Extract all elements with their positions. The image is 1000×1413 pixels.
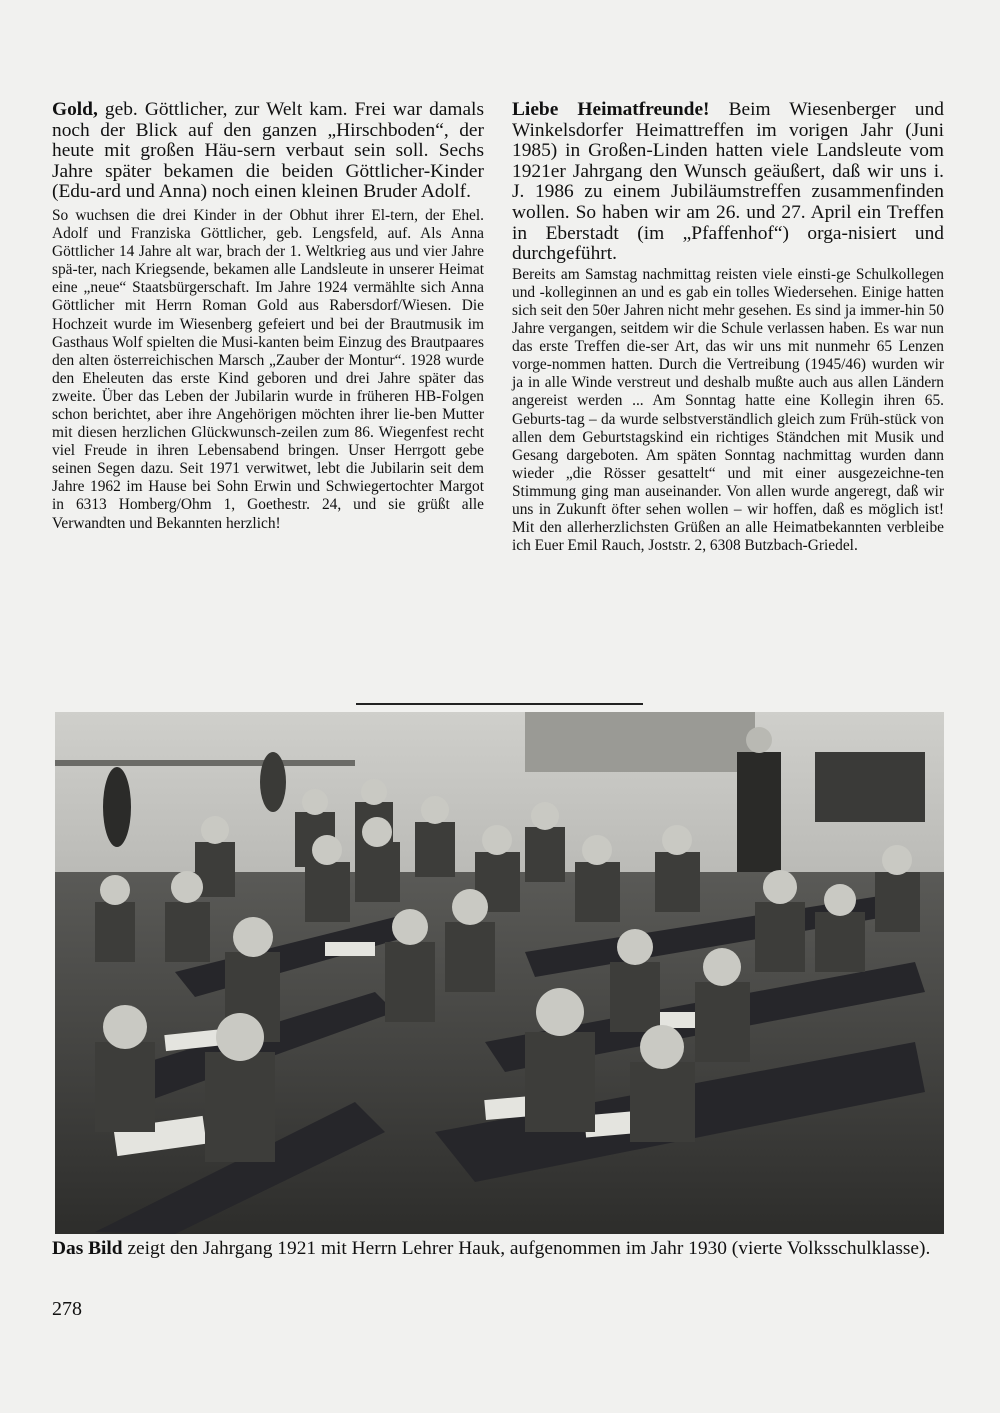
left-column <box>52 100 484 533</box>
left-lead-paragraph <box>52 100 484 203</box>
right-lead-paragraph <box>512 100 944 265</box>
right-lead-text: Beim Wiesenberger und Winkelsdorfer Heimattreffen im vorigen Jahr (Juni 1985) in Großen-Linden hatten viele Landsleute vom 1921er Jahrgang den Wunsch geäußert, daß wir uns i. J. 1986 zu einem Jubiläumstreffen zusammenfinden wollen. So haben wir am 26. und 27. April ein Treffen in Eberstadt (im „Pfaffenhof“) orga-nisiert und durchgeführt. <box>512 99 944 265</box>
right-body-paragraph: Bereits am Samstag nachmittag reisten viele einsti-ge Schulkollegen und -kolleginnen an und es gab ein tolles Wiedersehen. Einige hatten sich seit den 50er Jahren nicht mehr gesehen. Es sind ja immer-hin 50 Jahre vergangen, seitdem wir die Schule verlassen haben. Es war nun das erste Treffen die-ser Art, das wir uns mit nunmehr 65 Lenzen vorge-nommen hatten. Durch die Vertreibung (1945/46) wurden wir ja in alle Winde verstreut und deshalb mußte auch aus allen Ländern angereist werden ... Am Sonntag hatte eine Kollegin ihren 65. Geburts-tag – da wurde selbstverständlich gleich zum Früh-stück von allen dem Geburtstagskind ein richtiges Ständchen mit Musik und Gesang dargeboten. Am späten Sonntag nachmittag wurden dann wieder „die Rösser gesattelt“ und mit einer ausgezeichne-ten Stimmung ging man auseinander. Von allen wurde angeregt, daß wir uns in Zukunft öfter sehen wollen – wir hoffen, daß es möglich ist! Mit den allerherzlichsten Grüßen an alle Heimatbekannten verbleibe ich Euer Emil Rauch, Joststr. 2, 6308 Butzbach-Griedel. <box>512 265 944 555</box>
left-lead-bold: Gold, <box>52 99 98 120</box>
class-photo <box>55 712 944 1234</box>
separator-rule <box>356 703 643 705</box>
right-lead-bold: Liebe Heimatfreunde! <box>512 99 710 120</box>
class-photo-image <box>55 712 944 1234</box>
photo-caption <box>52 1239 952 1260</box>
right-column <box>512 100 944 555</box>
page-number: 278 <box>52 1298 82 1320</box>
left-body-paragraph: So wuchsen die drei Kinder in der Obhut ihrer El-tern, der Ehel. Adolf und Franziska Göttlicher, geb. Lengsfeld, auf. Als Anna Göttlicher 14 Jahre alt war, brach der 1. Weltkrieg aus und vier Jahre spä-ter, nach Kriegsende, bekamen alle Landsleute in unserer Heimat eine „neue“ Staatsbürgerschaft. Im Jahre 1924 vermählte sich Anna Göttlicher mit Herrn Roman Gold aus Rabersdorf/Wiesen. Die Hochzeit wurde im Wiesenberg gefeiert und bei der Brautmusik im Gasthaus Wolf spielten die Musi-kanten beim Einzug des Brautpaares den alten österreichischen Marsch „Zauber der Montur“. 1928 wurde den Eheleuten das erste Kind geboren und drei Jahre später das zweite. Über das Leben der Jubilarin wurde in früheren HB-Folgen schon berichtet, aber ihre Angehörigen möchten ihrer lie-ben Mutter mit diesen herzlichen Glückwunsch-zeilen zum 86. Wiegenfest recht viel Freude in ihren Lebensabend bringen. Unser Herrgott gebe seinen Segen dazu. Seit 1971 verwitwet, lebt die Jubilarin seit dem Jahre 1962 im Hause bei Sohn Erwin und Schwiegertochter Margot in 6313 Homberg/Ohm 1, Goethestr. 24, und sie grüßt alle Verwandten und Bekannten herzlich! <box>52 206 484 532</box>
left-lead-text: geb. Göttlicher, zur Welt kam. Frei war damals noch der Blick auf den ganzen „Hirschboden“, der heute mit großen Häu-sern verbaut sein soll. Sechs Jahre später bekamen die beiden Göttlicher-Kinder (Edu-ard und Anna) noch einen kleinen Bruder Adolf. <box>52 99 484 203</box>
caption-text: zeigt den Jahrgang 1921 mit Herrn Lehrer Hauk, aufgenommen im Jahr 1930 (vierte Volksschulklasse). <box>122 1238 931 1259</box>
caption-bold: Das Bild <box>52 1238 123 1259</box>
